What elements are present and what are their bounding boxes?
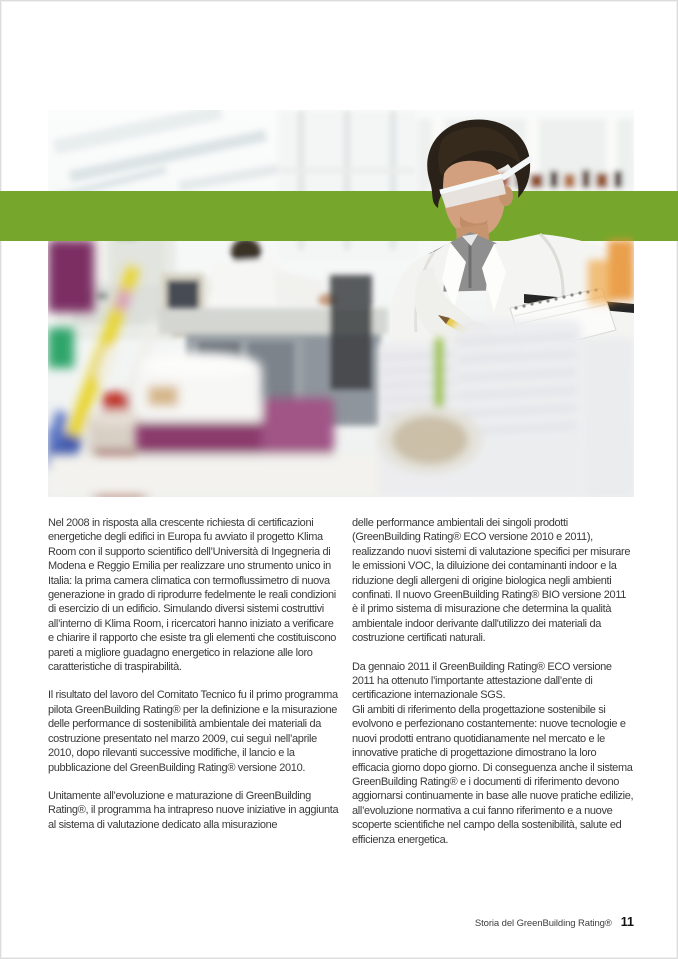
article-body xyxy=(48,516,634,861)
paragraph: Nel 2008 in risposta alla crescente richiesta di certificazioni energetiche degli edifici in Europa fu avviato il progetto Klima Room con il supporto scientifico dell’Università di Ingegneria di Modena e Reggio Emilia per realizzare uno strumento unico in Italia: la prima camera climatica con termoflussimetro di nuova generazione in grado di riprodurre fedelmente le reali condizioni di esercizio di un edificio. Simulando diversi sistemi costruttivi all’interno di Klima Room, i ricercatori hanno iniziato a verificare e chiarire il rapporto che esiste tra gli elementi che costituiscono pareti a migliore guadagno energetico in relazione alle loro caratteristiche di traspirabilità. xyxy=(48,517,337,674)
researcher-writing-figure xyxy=(390,112,634,365)
paragraph: Il risultato del lavoro del Comitato Tecnico fu il primo programma pilota GreenBuilding Rating® per la definizione e la misurazione delle performance di sostenibilità ambientale dei materiali da costruzione presentato nel marzo 2009, cui seguì nell’aprile 2010, dopo rilevanti successive modifiche, il lancio e la pubblicazione del GreenBuilding Rating® versione 2010. xyxy=(48,689,338,774)
right-column xyxy=(352,516,634,861)
paragraph: Da gennaio 2011 il GreenBuilding Rating® ECO versione 2011 ha ottenuto l’importante attestazione dall’ente di certificazione internazionale SGS. Gli ambiti di riferimento della progettazione sostenibile si evolvono e perfezionano costantemente: nuove tecnologie e nuovi prodotti entrano quotidianamente nel mercato e le innovative pratiche di progettazione dimostrano la loro efficacia giorno dopo giorno. Di conseguenza anche il sistema GreenBuilding Rating® e i documenti di riferimento devono aggiornarsi continuamente in base alle nuove pratiche edilizie, all’evoluzione normativa a cui fanno riferimento e a nuove scoperte scientifiche nel campo della sostenibilità, salute ed efficienza energetica. xyxy=(352,660,634,846)
footer-chapter-title: Storia del GreenBuilding Rating® xyxy=(474,918,612,929)
left-column xyxy=(48,516,342,861)
page-number: 11 xyxy=(620,915,634,929)
page-footer xyxy=(475,915,634,929)
paragraph: Unitamente all’evoluzione e maturazione di GreenBuilding Rating®, il programma ha intrapreso nuove iniziative in aggiunta al sistema di valutazione dedicato alla misurazione xyxy=(48,789,339,831)
paragraph: delle performance ambientali dei singoli prodotti (GreenBuilding Rating® ECO versione 2010 e 2011), realizzando nuovi sistemi di valutazione specifici per misurare le emissioni VOC, la diluizione dei contaminanti indoor e la riduzione degli allergeni di origine biologica negli ambienti confinati. Il nuovo GreenBuilding Rating® BIO versione 2011 è il primo sistema di misurazione che determina la qualità ambientale indoor derivante dall'utilizzo dei materiali da costruzione certificati naturali. xyxy=(352,517,631,645)
